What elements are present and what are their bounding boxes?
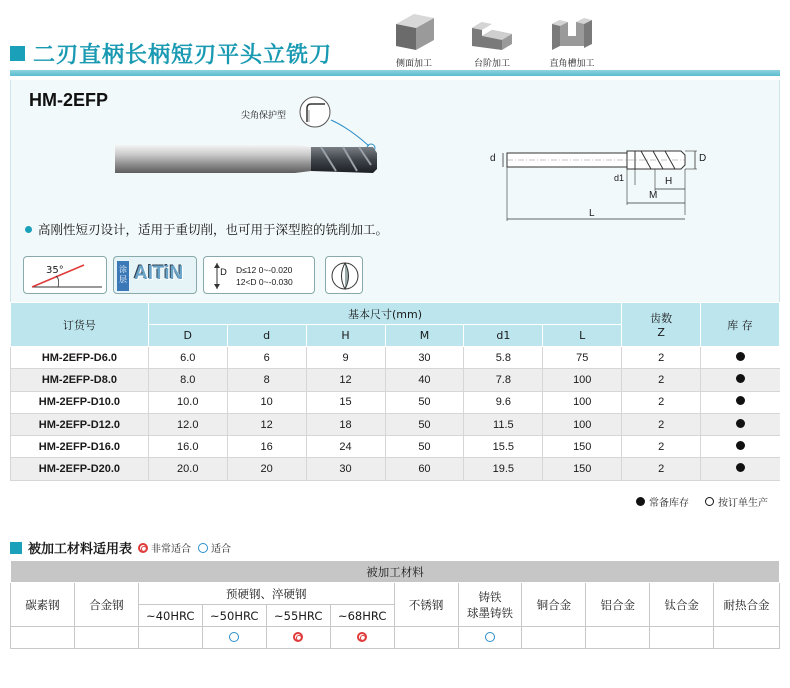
suitable-label: 适合 bbox=[211, 544, 232, 555]
dim-H-label: H bbox=[665, 176, 673, 187]
cell-D: 20.0 bbox=[148, 458, 227, 480]
cell-H: 24 bbox=[306, 436, 385, 458]
suit-hrc50 bbox=[202, 627, 266, 649]
cell-L: 75 bbox=[543, 347, 622, 369]
materials-title-block bbox=[10, 538, 231, 557]
table-row bbox=[11, 369, 780, 391]
cell-H: 30 bbox=[306, 458, 385, 480]
cell-d: 6 bbox=[227, 347, 306, 369]
cell-D: 8.0 bbox=[148, 369, 227, 391]
hrc40-cell: ~40HRC bbox=[138, 605, 202, 627]
cell-M: 50 bbox=[385, 436, 464, 458]
operation-side bbox=[390, 6, 438, 69]
copper-cell: 铜合金 bbox=[522, 583, 586, 627]
cell-Z: 2 bbox=[622, 347, 701, 369]
dim-M-label: M bbox=[649, 190, 658, 201]
slot-milling-icon bbox=[548, 6, 596, 54]
materials-title: 被加工材料适用表 bbox=[28, 542, 133, 557]
stock-cell bbox=[701, 369, 780, 391]
in-stock-icon bbox=[736, 396, 745, 405]
stock-cell bbox=[701, 347, 780, 369]
cell-L: 150 bbox=[543, 458, 622, 480]
table-row bbox=[11, 391, 780, 413]
cell-L: 150 bbox=[543, 436, 622, 458]
col-d-header: d bbox=[227, 325, 306, 347]
hrc50-cell: ~50HRC bbox=[202, 605, 266, 627]
cell-H: 12 bbox=[306, 369, 385, 391]
suit-hrc55 bbox=[266, 627, 330, 649]
cell-d1: 7.8 bbox=[464, 369, 543, 391]
very-suitable-icon bbox=[357, 632, 367, 642]
cell-D: 6.0 bbox=[148, 347, 227, 369]
stock-cell bbox=[701, 391, 780, 413]
heat-resistant-cell: 耐热合金 bbox=[714, 583, 780, 627]
titanium-cell: 钛合金 bbox=[650, 583, 714, 627]
order-code: HM-2EFP-D6.0 bbox=[11, 347, 149, 369]
step-milling-icon bbox=[468, 6, 516, 54]
in-stock-icon bbox=[736, 374, 745, 383]
page-header bbox=[0, 0, 790, 80]
coating-name: AlTiN bbox=[134, 263, 184, 284]
stock-cell bbox=[701, 436, 780, 458]
order-code: HM-2EFP-D8.0 bbox=[11, 369, 149, 391]
cell-Z: 2 bbox=[622, 413, 701, 435]
suit-cast-iron bbox=[458, 627, 522, 649]
cell-d: 8 bbox=[227, 369, 306, 391]
col-M-header: M bbox=[385, 325, 464, 347]
operation-step bbox=[468, 6, 516, 69]
coating-badge bbox=[113, 256, 197, 294]
tolerance-badge bbox=[203, 256, 315, 294]
order-code: HM-2EFP-D20.0 bbox=[11, 458, 149, 480]
tolerance-symbol: D bbox=[220, 268, 227, 278]
order-code: HM-2EFP-D12.0 bbox=[11, 413, 149, 435]
tolerance-text bbox=[236, 264, 293, 288]
order-code: HM-2EFP-D10.0 bbox=[11, 391, 149, 413]
cell-Z: 2 bbox=[622, 369, 701, 391]
ductile-iron-label: 球墨铸铁 bbox=[466, 605, 513, 620]
col-D-header: D bbox=[148, 325, 227, 347]
suitable-icon bbox=[229, 632, 239, 642]
helix-angle-badge bbox=[23, 256, 107, 294]
title-block bbox=[10, 38, 332, 69]
suit-stainless bbox=[394, 627, 458, 649]
very-suitable-label: 非常适合 bbox=[151, 544, 192, 555]
cell-d: 12 bbox=[227, 413, 306, 435]
dim-d-label: d bbox=[490, 153, 496, 164]
hrc68-cell: ~68HRC bbox=[330, 605, 394, 627]
basic-dims-header: 基本尺寸(mm) bbox=[148, 303, 621, 325]
header-divider bbox=[10, 70, 780, 76]
corner-protection-label: 尖角保护型 bbox=[241, 111, 287, 121]
stock-legend bbox=[636, 494, 768, 509]
suit-heat-resistant bbox=[714, 627, 780, 649]
flutes-header bbox=[622, 303, 701, 347]
suit-titanium bbox=[650, 627, 714, 649]
hardened-steel-cell: 预硬钢、淬硬钢 bbox=[138, 583, 394, 605]
suit-carbon bbox=[11, 627, 75, 649]
operation-label: 侧面加工 bbox=[395, 59, 432, 69]
in-stock-icon bbox=[736, 441, 745, 450]
feature-text: 高刚性短刃设计，适用于重切削，也可用于深型腔的铣削加工。 bbox=[38, 222, 389, 237]
in-stock-label: 常备库存 bbox=[649, 498, 689, 509]
in-stock-icon bbox=[736, 463, 745, 472]
section-square-icon bbox=[10, 542, 22, 554]
materials-header: 被加工材料 bbox=[11, 561, 780, 583]
suit-hrc68 bbox=[330, 627, 394, 649]
in-stock-icon bbox=[736, 352, 745, 361]
very-suitable-icon bbox=[138, 543, 148, 553]
model-name: HM-2EFP bbox=[29, 90, 109, 110]
feature-line bbox=[25, 220, 388, 238]
cell-M: 60 bbox=[385, 458, 464, 480]
cell-D: 12.0 bbox=[148, 413, 227, 435]
side-milling-icon bbox=[390, 6, 438, 54]
alloy-steel-cell: 合金钢 bbox=[74, 583, 138, 627]
order-code: HM-2EFP-D16.0 bbox=[11, 436, 149, 458]
end-mill-image bbox=[111, 135, 381, 183]
hrc55-cell: ~55HRC bbox=[266, 605, 330, 627]
coating-prefix: 涂层 bbox=[117, 261, 129, 291]
table-row bbox=[11, 458, 780, 480]
carbon-steel-cell: 碳素钢 bbox=[11, 583, 75, 627]
materials-legend bbox=[138, 540, 231, 555]
operation-label: 直角槽加工 bbox=[549, 59, 595, 69]
made-to-order-label: 按订单生产 bbox=[718, 498, 768, 509]
table-row bbox=[11, 436, 780, 458]
square-end-badge bbox=[325, 256, 363, 294]
cell-Z: 2 bbox=[622, 436, 701, 458]
cell-d1: 19.5 bbox=[464, 458, 543, 480]
helix-angle-value: 35° bbox=[46, 265, 64, 276]
cell-L: 100 bbox=[543, 413, 622, 435]
cell-L: 100 bbox=[543, 391, 622, 413]
cast-iron-label: 铸铁 bbox=[478, 589, 502, 604]
cell-H: 18 bbox=[306, 413, 385, 435]
cell-d: 16 bbox=[227, 436, 306, 458]
page-title: 二刃直柄长柄短刃平头立铣刀 bbox=[33, 43, 333, 68]
cell-d1: 9.6 bbox=[464, 391, 543, 413]
col-d1-header: d1 bbox=[464, 325, 543, 347]
flutes-sub-label: Z bbox=[657, 326, 665, 339]
cell-M: 30 bbox=[385, 347, 464, 369]
stock-cell bbox=[701, 413, 780, 435]
suitable-icon bbox=[485, 632, 495, 642]
cell-D: 10.0 bbox=[148, 391, 227, 413]
cell-M: 50 bbox=[385, 391, 464, 413]
title-square-icon bbox=[10, 46, 25, 61]
table-row bbox=[11, 413, 780, 435]
suit-alloy bbox=[74, 627, 138, 649]
spec-table bbox=[10, 302, 780, 481]
tolerance-line-1: D≤12 0~-0.020 bbox=[236, 265, 293, 275]
in-stock-icon bbox=[736, 419, 745, 428]
helix-angle-icon bbox=[24, 257, 108, 295]
col-H-header: H bbox=[306, 325, 385, 347]
dimension-drawing bbox=[481, 135, 731, 225]
cell-d1: 11.5 bbox=[464, 413, 543, 435]
cell-H: 15 bbox=[306, 391, 385, 413]
table-row bbox=[11, 347, 780, 369]
cell-Z: 2 bbox=[622, 391, 701, 413]
made-to-order-icon bbox=[705, 497, 714, 506]
dim-D-label: D bbox=[699, 153, 707, 164]
suitable-icon bbox=[198, 543, 208, 553]
cell-d: 20 bbox=[227, 458, 306, 480]
cell-M: 40 bbox=[385, 369, 464, 391]
cast-iron-cell bbox=[458, 583, 522, 627]
two-flute-icon bbox=[326, 257, 364, 295]
materials-table bbox=[10, 560, 780, 649]
aluminium-cell: 铝合金 bbox=[586, 583, 650, 627]
cell-H: 9 bbox=[306, 347, 385, 369]
bullet-icon bbox=[25, 226, 32, 233]
tolerance-line-2: 12<D 0~-0.030 bbox=[236, 277, 293, 287]
cell-L: 100 bbox=[543, 369, 622, 391]
col-L-header: L bbox=[543, 325, 622, 347]
cell-M: 50 bbox=[385, 413, 464, 435]
dim-d1-label: d1 bbox=[614, 173, 625, 183]
in-stock-icon bbox=[636, 497, 645, 506]
product-panel bbox=[10, 80, 780, 302]
cell-d1: 15.5 bbox=[464, 436, 543, 458]
suit-hrc40 bbox=[138, 627, 202, 649]
flutes-label: 齿数 bbox=[650, 312, 673, 325]
corner-detail-icon bbox=[297, 94, 333, 130]
dim-L-label: L bbox=[589, 208, 595, 219]
cell-D: 16.0 bbox=[148, 436, 227, 458]
suitability-row bbox=[11, 627, 780, 649]
stock-header: 库 存 bbox=[701, 303, 780, 347]
order-no-header: 订货号 bbox=[11, 303, 149, 347]
operation-label: 台阶加工 bbox=[473, 59, 510, 69]
operation-slot bbox=[548, 6, 596, 69]
suit-aluminium bbox=[586, 627, 650, 649]
cell-d: 10 bbox=[227, 391, 306, 413]
cell-Z: 2 bbox=[622, 458, 701, 480]
suit-copper bbox=[522, 627, 586, 649]
cell-d1: 5.8 bbox=[464, 347, 543, 369]
stainless-cell: 不锈钢 bbox=[394, 583, 458, 627]
very-suitable-icon bbox=[293, 632, 303, 642]
stock-cell bbox=[701, 458, 780, 480]
